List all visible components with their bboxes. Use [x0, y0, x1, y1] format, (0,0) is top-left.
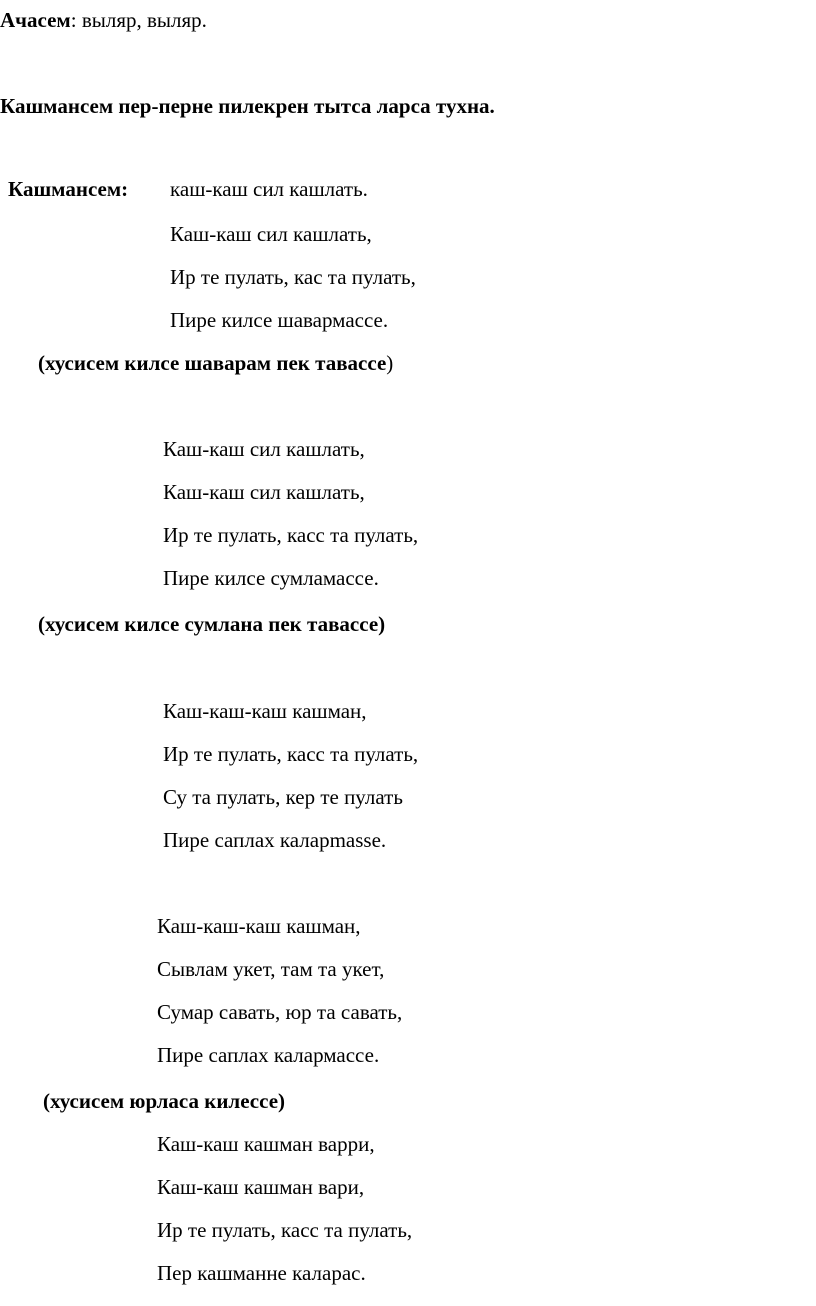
intro-colon: : — [70, 8, 77, 32]
verse-line: Каш-каш-каш кашман, — [163, 699, 367, 723]
verse-line: Пире килсе сумламассе. — [163, 566, 379, 590]
stage-remark — [38, 353, 393, 374]
verse-line: Сывлам укет, там та укет, — [157, 957, 385, 981]
verse-line: Ир те пулать, касс та пулать, — [157, 1218, 413, 1242]
verse-line: Пире саплах каларmassе. — [163, 828, 387, 852]
stage-remark-close: ) — [386, 351, 394, 375]
verse-line: Каш-каш кашман варри, — [157, 1132, 375, 1156]
intro-speaker: Ачасем — [0, 8, 71, 32]
song-speaker-text: Кашмансем: — [8, 177, 129, 201]
verse-line: Су та пулать, кер те пулать — [163, 785, 403, 809]
verse-line: Каш-каш сил кашлать, — [170, 222, 372, 246]
verse-line: Пире килсе шавармассе. — [170, 308, 389, 332]
scene-heading — [0, 96, 495, 117]
intro-line — [0, 10, 207, 31]
verse-line: Каш-каш кашман вари, — [157, 1175, 365, 1199]
verse-line: Ир те пулать, кас та пулать, — [170, 265, 416, 289]
verse-line: Пире саплах калармассе. — [157, 1043, 380, 1067]
verse-line: Сумар савать, юр та савать, — [157, 1000, 403, 1024]
verse-line: Каш-каш сил кашлать, — [163, 437, 365, 461]
verse-line: Ир те пулать, касс та пулать, — [163, 523, 419, 547]
verse-line: Каш-каш-каш кашман, — [157, 914, 361, 938]
verse-line: Каш-каш сил кашлать, — [163, 480, 365, 504]
scene-heading-text: Кашмансем пер-перне пилекрен тытса ларса тухна. — [0, 94, 495, 118]
stage-remark — [43, 1091, 285, 1112]
stage-remark — [38, 614, 385, 635]
song-first-line: каш-каш сил кашлать. — [170, 177, 368, 201]
stage-remark-open: ( — [38, 351, 45, 375]
song-speaker — [8, 179, 128, 200]
stage-remark-text: (хусисем юрласа килессе) — [43, 1089, 286, 1113]
verse-line: Пер кашманне каларас. — [157, 1261, 366, 1285]
verse-line: Ир те пулать, касс та пулать, — [163, 742, 419, 766]
intro-text: выляр, выляр. — [76, 8, 207, 32]
stage-remark-text: хусисем килсе шаварам пек тавассе — [45, 351, 387, 375]
stage-remark-text: (хусисем килсе сумлана пек тавассе) — [38, 612, 386, 636]
